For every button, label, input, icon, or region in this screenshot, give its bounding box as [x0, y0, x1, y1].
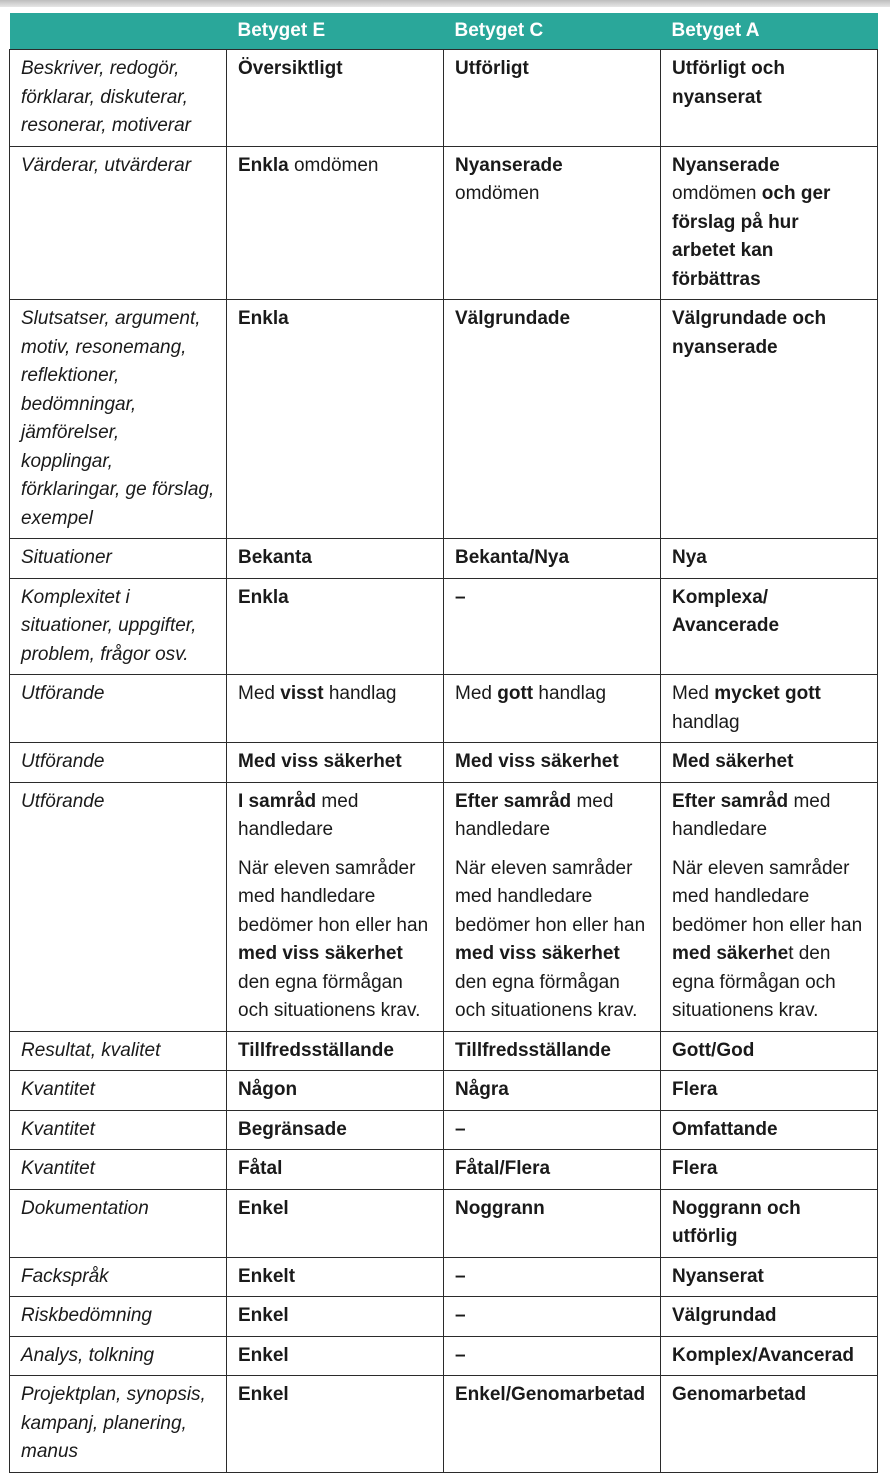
emphasis-text: Enkla — [238, 586, 289, 608]
emphasis-text: Välgrundade och nyanserade — [672, 308, 827, 358]
emphasis-text: Genomarbetad — [672, 1384, 807, 1405]
cell-grade-e — [227, 1376, 444, 1473]
emphasis-text: Noggrann — [455, 1197, 545, 1219]
cell-grade-e — [227, 539, 444, 579]
table-row — [10, 146, 878, 300]
emphasis-text: visst — [280, 683, 324, 704]
criteria-label: Riskbedömning — [10, 1297, 227, 1337]
emphasis-text: Noggrann och utförlig — [672, 1197, 801, 1247]
criteria-label: Resultat, kvalitet — [10, 1031, 227, 1071]
emphasis-text: med viss säkerhet — [455, 943, 620, 964]
emphasis-text: Med viss säkerhet — [455, 751, 619, 772]
cell-text: den egna förmågan och situationens krav. — [238, 971, 421, 1021]
cell-grade-a — [661, 675, 878, 743]
criteria-label: Komplexitet i situationer, uppgifter, problem, frågor osv. — [10, 578, 227, 675]
emphasis-text: Enkel — [238, 1344, 289, 1366]
emphasis-text: Fåtal — [238, 1158, 283, 1179]
emphasis-text: Komplex/Avancerad — [672, 1344, 854, 1366]
cell-grade-a — [661, 1071, 878, 1111]
criteria-label: Dokumentation — [10, 1189, 227, 1257]
cell-grade-c — [444, 146, 661, 300]
table-row — [10, 578, 878, 675]
cell-grade-e — [227, 50, 444, 147]
header-criteria — [10, 13, 227, 50]
cell-grade-a — [661, 1336, 878, 1376]
criteria-label: Utförande — [10, 743, 227, 783]
cell-grade-a — [661, 1031, 878, 1071]
cell-text: Med — [672, 683, 715, 704]
table-row — [10, 1297, 878, 1337]
cell-text: med handledare — [672, 790, 831, 840]
emphasis-text: Enkel — [238, 1305, 289, 1326]
emphasis-text: Fåtal/Flera — [455, 1158, 551, 1179]
criteria-label: Fackspråk — [10, 1257, 227, 1297]
cell-text: t den egna förmågan och situationens krav. — [672, 943, 836, 1021]
emphasis-text: med säkerhe — [672, 943, 789, 964]
table-row — [10, 50, 878, 147]
emphasis-text: Tillfredsställande — [238, 1039, 394, 1061]
table-row — [10, 1150, 878, 1190]
cell-text: med handledare — [455, 790, 614, 840]
cell-grade-e — [227, 782, 444, 1031]
cell-text: omdömen — [288, 154, 379, 176]
cell-grade-a — [661, 146, 878, 300]
cell-grade-a — [661, 1189, 878, 1257]
emphasis-text: Enkla — [238, 308, 289, 329]
cell-grade-c — [444, 675, 661, 743]
criteria-label: Utförande — [10, 782, 227, 1031]
emphasis-text: – — [455, 1305, 466, 1326]
emphasis-text: Nyanserade — [672, 154, 780, 176]
cell-grade-c — [444, 1257, 661, 1297]
cell-grade-a — [661, 1150, 878, 1190]
cell-grade-c — [444, 1110, 661, 1150]
emphasis-text: Efter samråd — [455, 790, 572, 812]
cell-grade-e — [227, 146, 444, 300]
emphasis-text: Flera — [672, 1079, 718, 1100]
emphasis-text: Begränsade — [238, 1118, 347, 1140]
table-row — [10, 1071, 878, 1111]
cell-text: När eleven samråder med handledare bedömer hon eller han — [238, 857, 429, 936]
emphasis-text: Med säkerhet — [672, 751, 794, 772]
criteria-label: Analys, tolkning — [10, 1336, 227, 1376]
cell-text: handlag — [533, 683, 607, 704]
emphasis-text: – — [455, 1118, 466, 1140]
cell-grade-c — [444, 743, 661, 783]
emphasis-text: gott — [497, 683, 534, 704]
emphasis-text: Enkla — [238, 154, 289, 176]
emphasis-text: Bekanta — [238, 547, 312, 568]
table-row — [10, 1376, 878, 1473]
cell-grade-a — [661, 578, 878, 675]
cell-grade-c — [444, 782, 661, 1031]
cell-grade-e — [227, 1336, 444, 1376]
emphasis-text: Nyanserade — [455, 154, 563, 176]
cell-grade-c — [444, 539, 661, 579]
emphasis-text: Bekanta/Nya — [455, 547, 570, 568]
table-row — [10, 300, 878, 539]
emphasis-text: Nyanserat — [672, 1265, 764, 1287]
cell-grade-a — [661, 1297, 878, 1337]
cell-grade-c — [444, 1031, 661, 1071]
cell-grade-e — [227, 1297, 444, 1337]
emphasis-text: Utförligt — [455, 58, 529, 79]
criteria-label: Slutsatser, argument, motiv, resonemang, reflektioner, bedömningar, jämförelser, kopplingar, förklaringar, ge förslag, exempel — [10, 300, 227, 539]
table-row — [10, 1031, 878, 1071]
header-grade-c: Betyget C — [444, 13, 661, 50]
cell-text: Med — [455, 683, 498, 704]
cell-grade-e — [227, 1189, 444, 1257]
cell-grade-c — [444, 1150, 661, 1190]
cell-grade-a — [661, 782, 878, 1031]
emphasis-text: Någon — [238, 1079, 298, 1100]
cell-grade-e — [227, 1257, 444, 1297]
cell-grade-c — [444, 1376, 661, 1473]
cell-grade-a — [661, 1376, 878, 1473]
emphasis-text: och ger förslag på hur arbetet kan förbättras — [672, 183, 831, 290]
table-body — [10, 50, 878, 1473]
table-header-row — [10, 13, 878, 50]
criteria-label: Projektplan, synopsis, kampanj, planering, manus — [10, 1376, 227, 1473]
grading-criteria-table — [9, 13, 878, 1473]
cell-grade-c — [444, 1071, 661, 1111]
cell-text: handlag — [323, 683, 397, 704]
cell-grade-a — [661, 743, 878, 783]
cell-grade-e — [227, 743, 444, 783]
emphasis-text: Med viss säkerhet — [238, 751, 402, 772]
cell-grade-c — [444, 578, 661, 675]
cell-grade-c — [444, 50, 661, 147]
emphasis-text: Tillfredsställande — [455, 1039, 611, 1061]
emphasis-text: Enkelt — [238, 1265, 296, 1287]
cell-grade-c — [444, 1297, 661, 1337]
cell-grade-c — [444, 1189, 661, 1257]
cell-grade-e — [227, 1150, 444, 1190]
emphasis-text: – — [455, 1344, 466, 1366]
emphasis-text: Enkel — [238, 1384, 289, 1405]
cell-grade-a — [661, 1257, 878, 1297]
emphasis-text: Välgrundad — [672, 1305, 777, 1326]
cell-text: omdömen — [455, 183, 540, 204]
emphasis-text: mycket gott — [714, 683, 821, 704]
table-row — [10, 675, 878, 743]
cell-text: handlag — [672, 711, 740, 733]
cell-grade-e — [227, 675, 444, 743]
emphasis-text: Flera — [672, 1158, 718, 1179]
emphasis-text: I samråd — [238, 790, 317, 812]
cell-text: Med — [238, 683, 281, 704]
cell-text: När eleven samråder med handledare bedömer hon eller han — [672, 857, 863, 936]
emphasis-text: Omfattande — [672, 1118, 778, 1140]
emphasis-text: med viss säkerhet — [238, 943, 403, 964]
emphasis-text: Enkel — [238, 1197, 289, 1219]
table-row — [10, 782, 878, 1031]
emphasis-text: Välgrundade — [455, 308, 571, 329]
emphasis-text: – — [455, 586, 466, 608]
emphasis-text: – — [455, 1265, 466, 1287]
table-row — [10, 539, 878, 579]
criteria-label: Värderar, utvärderar — [10, 146, 227, 300]
criteria-label: Kvantitet — [10, 1071, 227, 1111]
cell-text: När eleven samråder med handledare bedömer hon eller han — [455, 857, 646, 936]
emphasis-text: Utförligt och nyanserat — [672, 58, 785, 108]
cell-grade-e — [227, 1071, 444, 1111]
emphasis-text: Några — [455, 1079, 509, 1100]
cell-grade-e — [227, 1110, 444, 1150]
header-grade-e: Betyget E — [227, 13, 444, 50]
cell-grade-a — [661, 1110, 878, 1150]
cell-grade-c — [444, 1336, 661, 1376]
cell-grade-a — [661, 300, 878, 539]
cell-grade-e — [227, 300, 444, 539]
cell-grade-a — [661, 50, 878, 147]
criteria-label: Situationer — [10, 539, 227, 579]
table-row — [10, 1189, 878, 1257]
cell-grade-e — [227, 1031, 444, 1071]
cell-grade-a — [661, 539, 878, 579]
table-row — [10, 1110, 878, 1150]
emphasis-text: Nya — [672, 547, 707, 568]
cell-text: omdömen — [672, 183, 762, 204]
emphasis-text: Efter samråd — [672, 790, 789, 812]
emphasis-text: Komplexa/ Avancerade — [672, 586, 780, 636]
criteria-label: Utförande — [10, 675, 227, 743]
cell-grade-e — [227, 578, 444, 675]
cell-text: den egna förmågan och situationens krav. — [455, 971, 638, 1021]
top-edge-bar — [0, 0, 890, 7]
cell-grade-c — [444, 300, 661, 539]
emphasis-text: Gott/God — [672, 1039, 755, 1061]
emphasis-text: Enkel/Genomarbetad — [455, 1384, 646, 1405]
table-row — [10, 1257, 878, 1297]
table-row — [10, 1336, 878, 1376]
header-grade-a: Betyget A — [661, 13, 878, 50]
cell-text: med handledare — [238, 790, 359, 840]
criteria-label: Kvantitet — [10, 1110, 227, 1150]
table-row — [10, 743, 878, 783]
criteria-label: Kvantitet — [10, 1150, 227, 1190]
emphasis-text: Översiktligt — [238, 58, 343, 79]
criteria-label: Beskriver, redogör, förklarar, diskuterar, resonerar, motiverar — [10, 50, 227, 147]
